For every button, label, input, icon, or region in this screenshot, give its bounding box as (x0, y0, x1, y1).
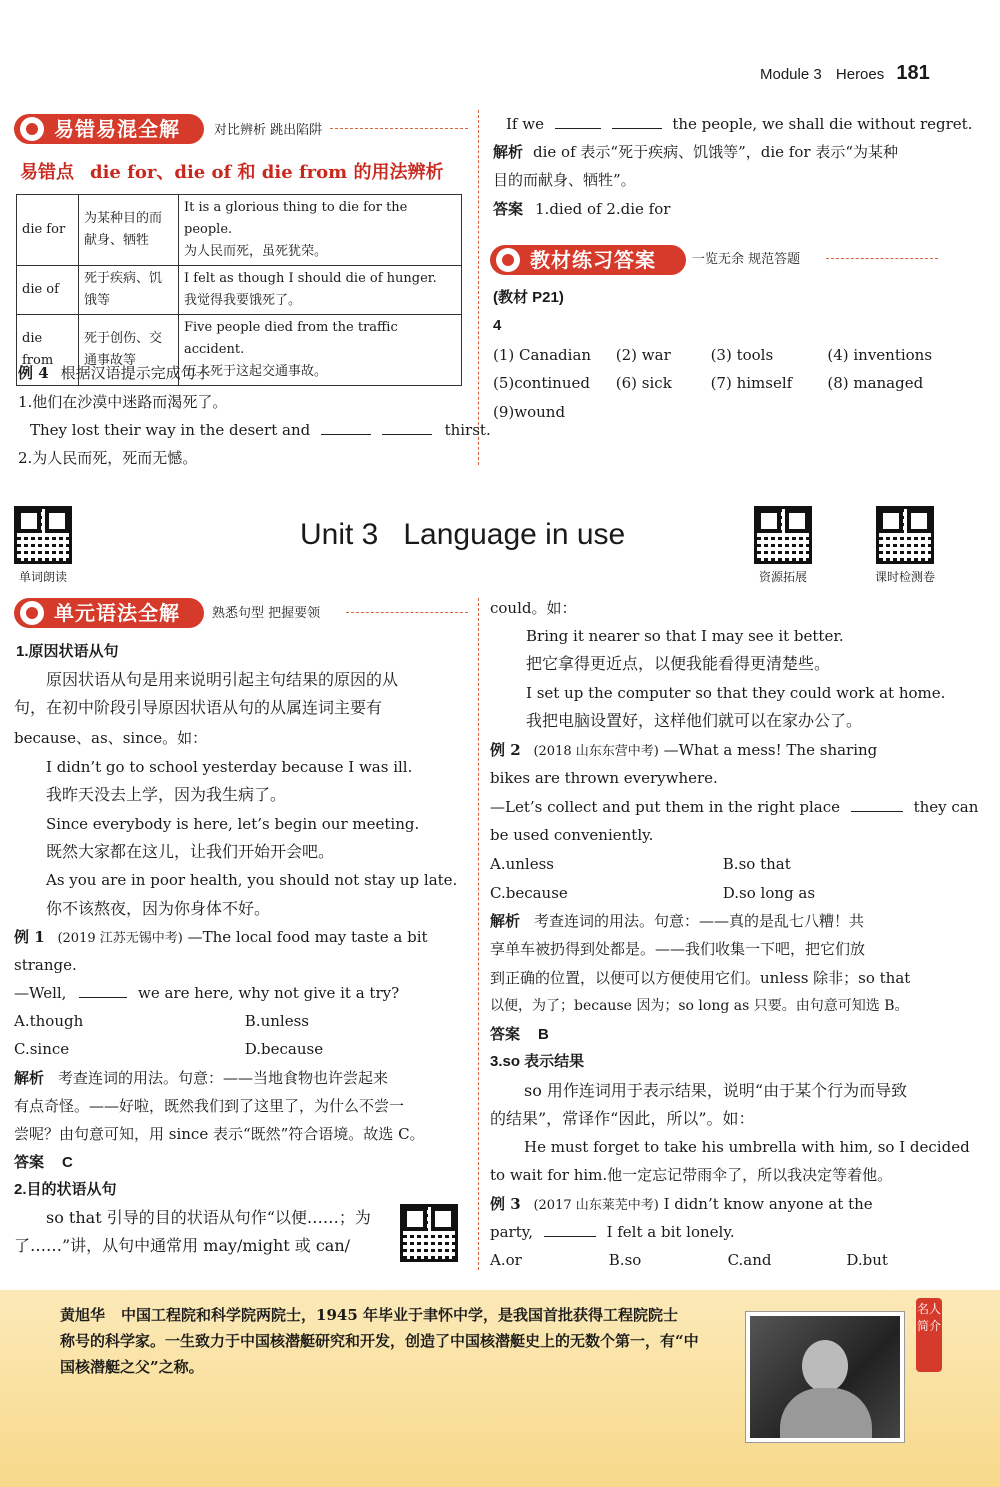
analysis-line: 解析 考查连词的用法。句意：——当地食物也许尝起来 (14, 1069, 389, 1087)
option-d[interactable]: D.because (244, 1040, 324, 1058)
qr-label: 单词朗读 (18, 570, 67, 584)
divider (826, 258, 938, 259)
megaphone-icon (20, 117, 44, 141)
answer-blank[interactable] (382, 417, 432, 435)
option-d[interactable]: D.but (846, 1251, 888, 1269)
qr-label: 资源拓展 (758, 570, 807, 584)
example-line: I didn’t go to school yesterday because I was ill. (46, 758, 413, 776)
page-header (760, 62, 930, 85)
analysis-line: 有点奇怪。——好啦，既然我们到了这里了，为什么不尝一 (14, 1097, 405, 1115)
module-label: Module 3 (760, 66, 822, 83)
example-4-heading: 例 4 根据汉语提示完成句子 (18, 364, 211, 382)
example-4-q1-zh: 1.他们在沙漠中迷路而渴死了。 (18, 393, 228, 411)
table-row (17, 266, 462, 315)
table-row (17, 195, 462, 266)
example-line: 把它拿得更近点，以便我能看得更清楚些。 (526, 654, 831, 673)
analysis-line: 目的而献身、牺牲”。 (493, 171, 636, 189)
option-row (14, 1007, 309, 1035)
term-cell: die from (17, 315, 79, 386)
example-line: 既然大家都在这儿，让我们开始开会吧。 (46, 842, 335, 861)
bio-text: 黄旭华 中国工程院和科学院两院士，1945 年毕业于聿怀中学，是我国首批获得工程院院士 称号的科学家。一生致力于中国核潜艇研究和开发，创造了中国核潜艇史上的无数个第一，有“中 国核潜艇之父”之称。 (60, 1306, 699, 1376)
example-2-question: —Let’s collect and put them in the right place they can (490, 793, 978, 821)
divider (330, 128, 468, 129)
option-row (14, 1035, 323, 1063)
option-c[interactable]: C.and (727, 1251, 772, 1269)
confuse-banner: 易错易混全解 (14, 114, 204, 144)
paragraph-line: 原因状语从句是用来说明引起主句结果的原因的从 (46, 670, 399, 689)
confuse-subtitle: 对比辨析 跳出陷阱 (214, 123, 323, 138)
analysis-line: 尝呢？由句意可知，用 since 表示“既然”符合语境。故选 C。 (14, 1125, 425, 1143)
section-heading: 2.目的状语从句 (14, 1181, 117, 1198)
example-2-question: 例 2 (2018 山东东营中考) —What a mess! The sharing (490, 741, 878, 759)
example-1-question: 例 1 (2019 江苏无锡中考) —The local food may taste a bit (14, 928, 428, 946)
example-4-q2-zh: 2.为人民而死，死而无憾。 (18, 449, 198, 467)
portrait-photo (746, 1312, 904, 1442)
meaning-cell: 为某种目的而献身、牺牲 (79, 195, 179, 266)
paragraph-line: could。如： (490, 599, 577, 617)
paragraph-line: because、as、since。如： (14, 729, 208, 747)
example-3-question: party, I felt a bit lonely. (490, 1218, 735, 1246)
answer-blank[interactable] (555, 111, 601, 129)
example-3-question: 例 3 (2017 山东莱芜中考) I didn’t know anyone at the (490, 1195, 873, 1213)
example-4-q1-en: They lost their way in the desert and thirst. (30, 416, 491, 444)
qr-code-icon[interactable] (14, 506, 72, 564)
example-line: I set up the computer so that they could work at home. (526, 684, 946, 702)
option-row (490, 879, 815, 907)
option-b[interactable]: B.so that (722, 855, 791, 873)
example-2-question: be used conveniently. (490, 826, 654, 844)
option-a[interactable]: A.or (490, 1251, 522, 1269)
comparison-table (16, 194, 462, 386)
grammar-subtitle: 熟悉句型 把握要领 (212, 606, 321, 621)
bio-name: 黄旭华 (60, 1306, 106, 1324)
section-heading: 1.原因状语从句 (16, 643, 119, 660)
unit-title: Unit 3 Language in use (300, 518, 626, 551)
analysis-line: 以便，为了；because 因为；so long as 只要。由句意可知选 B。 (490, 998, 909, 1014)
point-heading: 易错点 die for、die of 和 die from 的用法辨析 (20, 162, 444, 183)
meaning-cell: 死于创伤、交通事故等 (79, 315, 179, 386)
paragraph-line: so that 引导的目的状语从句作“以便……；为 (46, 1208, 371, 1227)
column-divider-top (478, 110, 479, 465)
answer-blank[interactable] (851, 794, 903, 812)
example-cell: I felt as though I should die of hunger. 我觉得我要饿死了。 (179, 266, 462, 315)
option-a[interactable]: A.unless (490, 855, 554, 873)
example-4-q2-en: If we the people, we shall die without regret. (506, 110, 972, 138)
answer-row: (5)continued (6) sick (7) himself (8) managed (493, 374, 924, 392)
answer-line: 答案 C (14, 1153, 73, 1171)
term-cell: die for (17, 195, 79, 266)
option-b[interactable]: B.so (608, 1251, 642, 1269)
answer-row: (1) Canadian (2) war (3) tools (4) inventions (493, 346, 933, 364)
example-line: 你不该熬夜，因为你身体不好。 (46, 899, 271, 918)
paragraph-line: 的结果”，常译作“因此，所以”。如： (490, 1109, 755, 1128)
textbook-subtitle: 一览无余 规范答题 (692, 252, 801, 267)
paragraph-line: 了……”讲，从句中通常用 may/might 或 can/ (14, 1236, 351, 1255)
example-1-question: —Well, we are here, why not give it a try? (14, 979, 399, 1007)
answer-blank[interactable] (612, 111, 662, 129)
module-title: Heroes (835, 66, 885, 83)
divider (346, 612, 468, 613)
option-c[interactable]: C.because (490, 884, 568, 902)
paragraph-line: so 用作连词用于表示结果，说明“由于某个行为而导致 (524, 1081, 908, 1100)
example-line: Since everybody is here, let’s begin our meeting. (46, 815, 420, 833)
option-row (490, 850, 791, 878)
example-1-question: strange. (14, 956, 77, 974)
exercise-number: 4 (493, 317, 502, 334)
example-line: As you are in poor health, you should not stay up late. (46, 871, 458, 889)
answer-blank[interactable] (321, 417, 371, 435)
megaphone-icon (496, 248, 520, 272)
textbook-banner: 教材练习答案 (490, 245, 686, 275)
section-heading: 3.so 表示结果 (490, 1053, 585, 1070)
option-b[interactable]: B.unless (244, 1012, 309, 1030)
example-line: 我昨天没去上学，因为我生病了。 (46, 785, 287, 804)
qr-code-icon[interactable] (754, 506, 812, 564)
option-c[interactable]: C.since (14, 1040, 70, 1058)
paragraph-line: 句，在初中阶段引导原因状语从句的从属连词主要有 (14, 698, 383, 717)
option-row (490, 1246, 888, 1274)
qr-code-icon[interactable] (400, 1204, 458, 1262)
analysis-line: 解析 die of 表示“死于疾病、饥饿等”，die for 表示“为某种 (493, 143, 898, 161)
example-line: He must forget to take his umbrella with him, so I decided (524, 1138, 970, 1156)
bio-tab: 名人简介 (916, 1298, 942, 1372)
analysis-line: 享单车被扔得到处都是。——我们收集一下吧，把它们放 (490, 940, 866, 958)
answer-blank[interactable] (79, 980, 127, 998)
qr-code-icon[interactable] (876, 506, 934, 564)
option-a[interactable]: A.though (14, 1012, 84, 1030)
column-divider-bottom (478, 598, 479, 1270)
example-line: 我把电脑设置好，这样他们就可以在家办公了。 (526, 711, 863, 730)
answer-line: 答案 B (490, 1025, 549, 1043)
megaphone-icon (20, 601, 44, 625)
example-2-question: bikes are thrown everywhere. (490, 769, 718, 787)
grammar-banner: 单元语法全解 (14, 598, 204, 628)
textbook-ref: (教材 P21) (493, 289, 564, 306)
example-cell: It is a glorious thing to die for the people. 为人民而死，虽死犹荣。 (179, 195, 462, 266)
biography-box (0, 1290, 1000, 1487)
page-number: 181 (896, 62, 930, 84)
example-line: Bring it nearer so that I may see it better. (526, 627, 844, 645)
example-cell: Five people died from the traffic accident. 五人死于这起交通事故。 (179, 315, 462, 386)
meaning-cell: 死于疾病、饥饿等 (79, 266, 179, 315)
answer-line: 答案 1.died of 2.die for (493, 200, 671, 218)
example-line: to wait for him.他一定忘记带雨伞了，所以我决定等着他。 (490, 1166, 893, 1184)
answer-row: (9)wound (493, 403, 566, 421)
option-d[interactable]: D.so long as (722, 884, 816, 902)
analysis-line: 解析 考查连词的用法。句意：——真的是乱七八糟！共 (490, 912, 865, 930)
answer-blank[interactable] (544, 1219, 596, 1237)
qr-label: 课时检测卷 (874, 570, 935, 584)
term-cell: die of (17, 266, 79, 315)
analysis-line: 到正确的位置，以便可以方便使用它们。unless 除非；so that (490, 969, 911, 987)
